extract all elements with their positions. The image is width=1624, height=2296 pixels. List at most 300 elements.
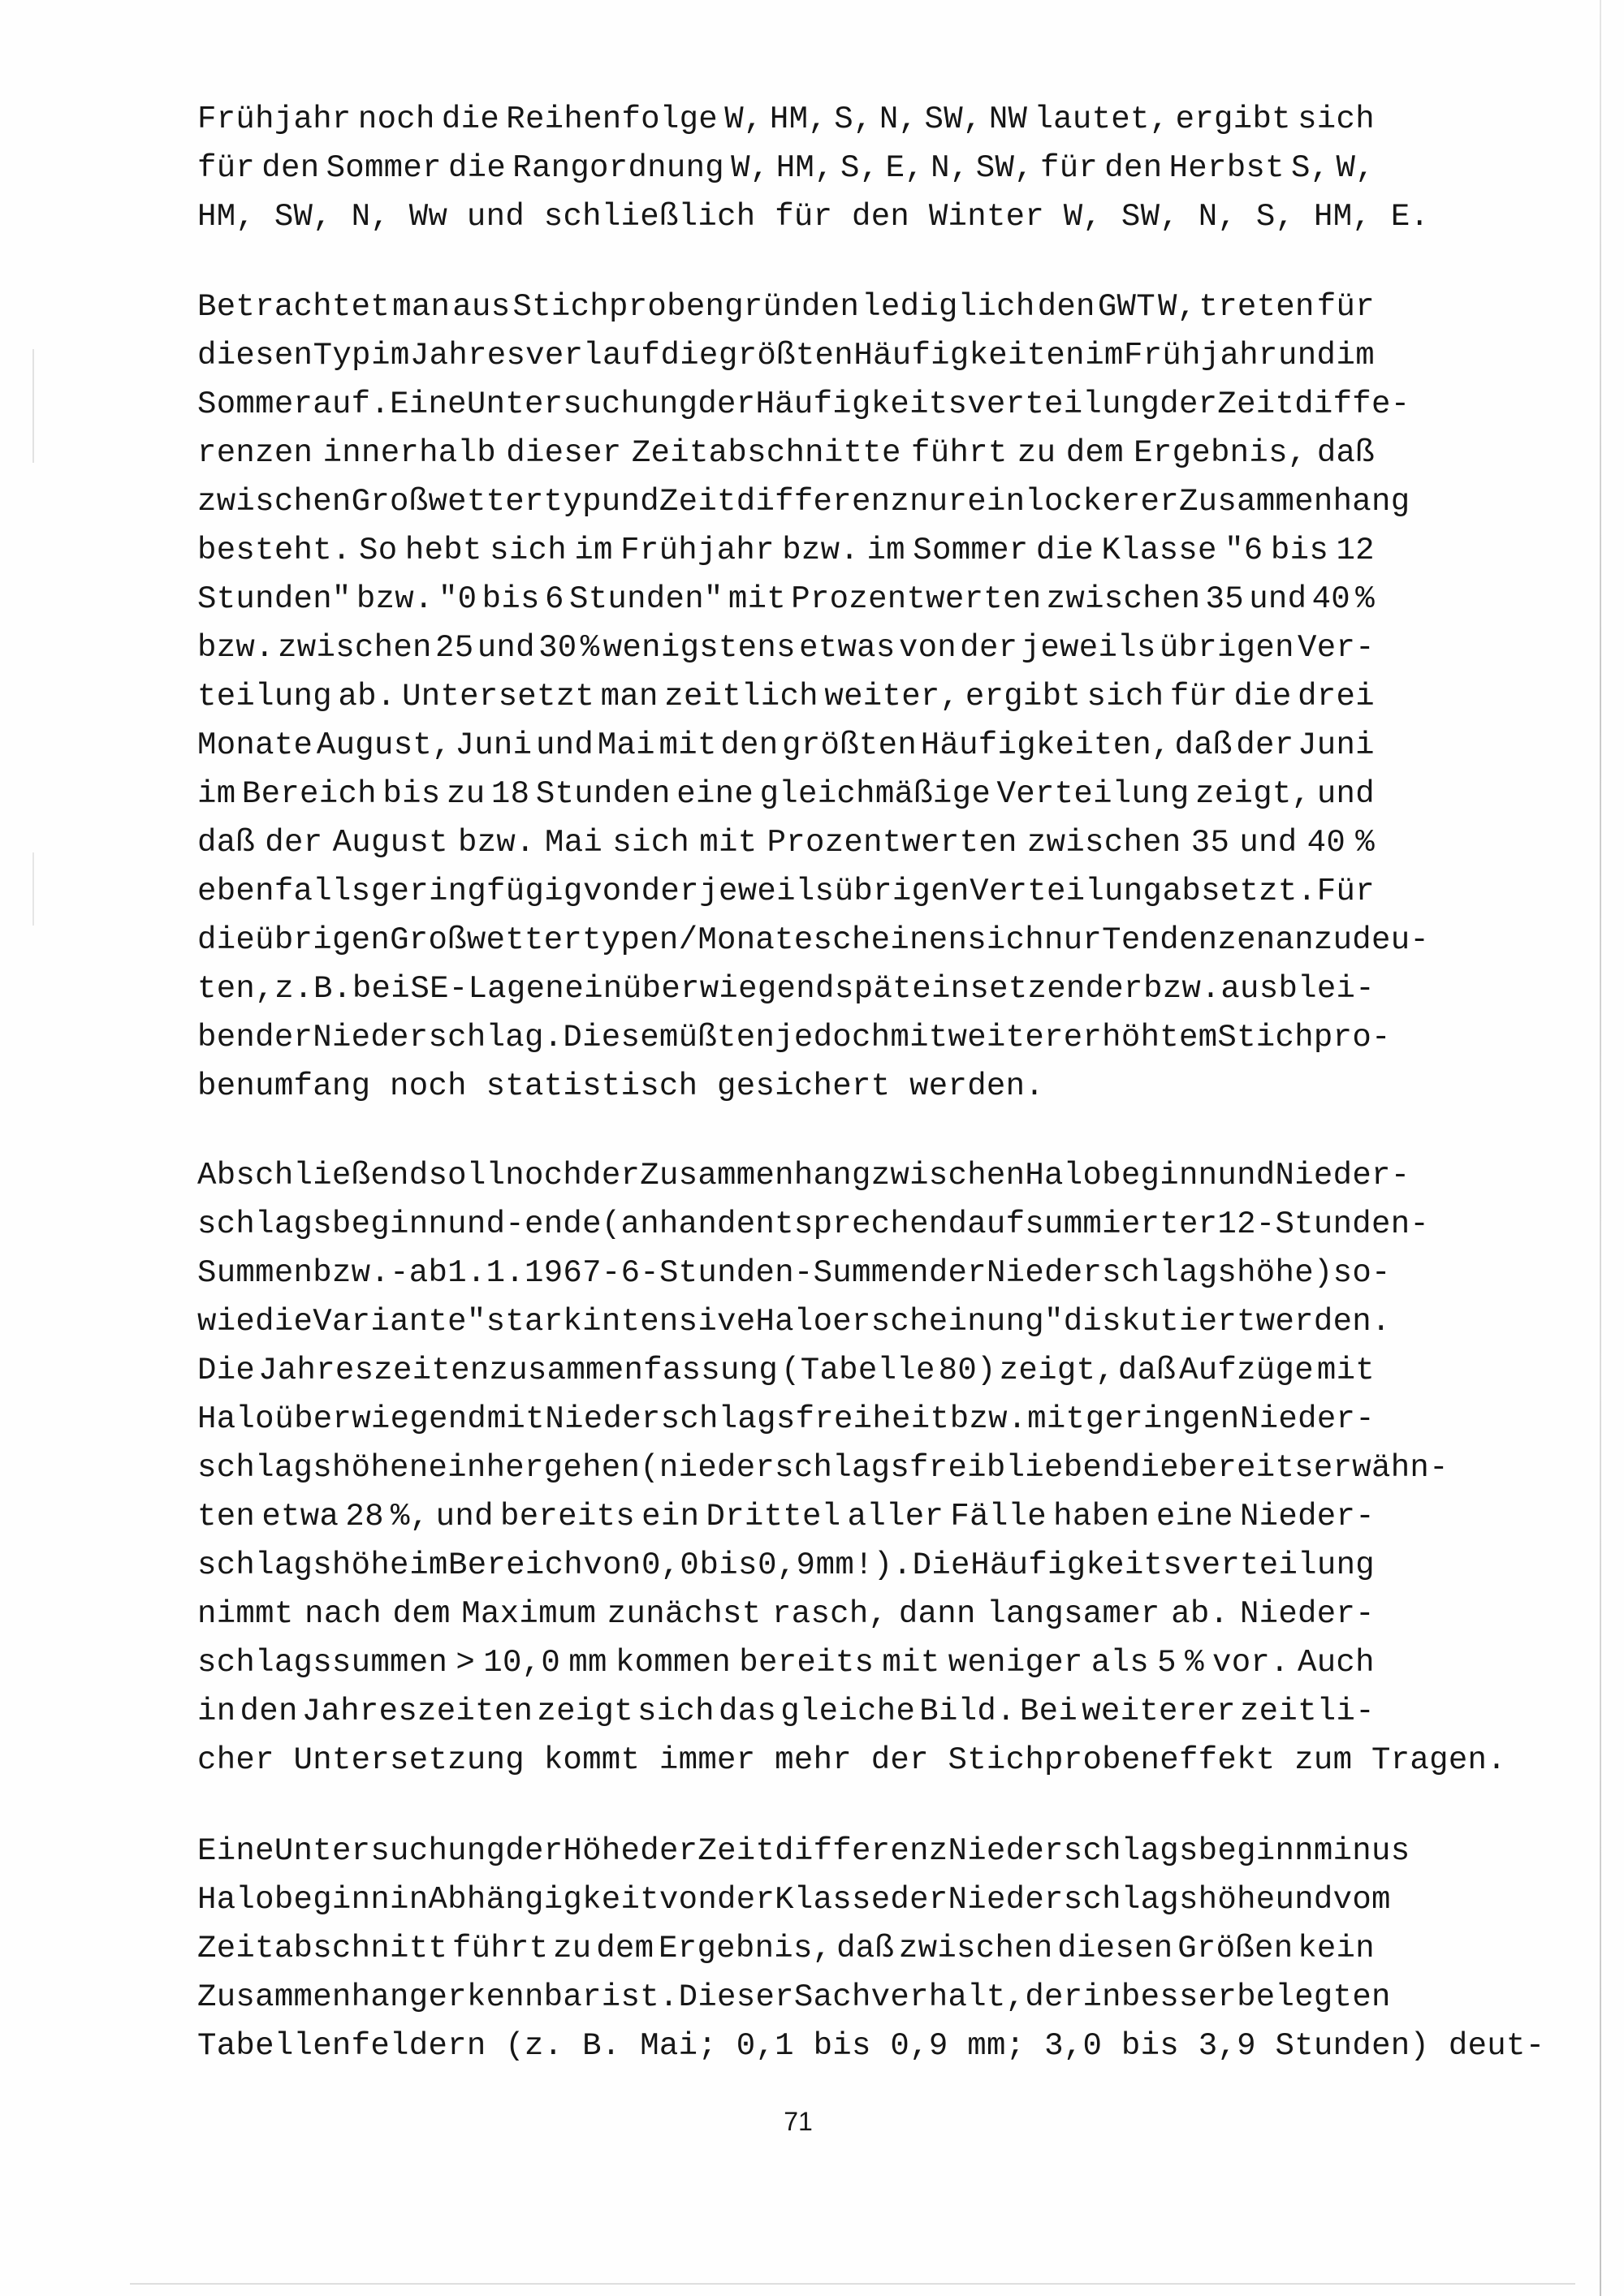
word: für bbox=[197, 150, 256, 186]
word: zu bbox=[446, 776, 486, 812]
word: für bbox=[1316, 289, 1375, 325]
text-line bbox=[197, 1395, 1375, 1444]
word: So bbox=[359, 533, 398, 568]
word: Jahreszeiten bbox=[301, 1694, 533, 1729]
word: vor. bbox=[1212, 1645, 1289, 1681]
text-line bbox=[197, 1736, 1506, 1785]
word: 30 bbox=[538, 630, 577, 666]
word: überwiegend bbox=[622, 971, 835, 1007]
word: bzw. bbox=[458, 825, 535, 861]
word: den bbox=[720, 727, 779, 763]
word: minus bbox=[1313, 1833, 1410, 1869]
word: Mai bbox=[597, 727, 655, 763]
word: aus bbox=[452, 289, 511, 325]
word: dieser bbox=[506, 435, 622, 471]
text-line bbox=[197, 1444, 1449, 1492]
word: erwähn- bbox=[1313, 1450, 1449, 1486]
word: zwischen bbox=[1046, 581, 1201, 617]
word: statistisch bbox=[486, 1068, 718, 1104]
text-line bbox=[197, 721, 1375, 770]
word: aller bbox=[847, 1499, 944, 1534]
word: langsamer bbox=[987, 1596, 1160, 1632]
word: zu bbox=[1017, 435, 1056, 471]
word: sich bbox=[612, 825, 690, 861]
word: und bbox=[1217, 1158, 1276, 1193]
word: S, bbox=[840, 150, 879, 186]
text-line bbox=[197, 477, 1410, 526]
word: -ende bbox=[505, 1206, 602, 1242]
word: Rangordnung bbox=[512, 150, 724, 186]
word: > bbox=[456, 1645, 476, 1681]
word: HM, bbox=[769, 101, 827, 137]
word: Für bbox=[1316, 874, 1375, 909]
word: ein bbox=[564, 971, 623, 1007]
word: bereits bbox=[739, 1645, 875, 1681]
word: einsetzender bbox=[912, 971, 1143, 1007]
word: Untersuchung bbox=[466, 386, 698, 422]
word: Zeitabschnitt bbox=[197, 1931, 448, 1966]
word: in bbox=[1082, 1979, 1121, 2015]
word: bender bbox=[197, 1020, 313, 1055]
word: Abschließend bbox=[197, 1158, 429, 1193]
word: jeweils bbox=[699, 874, 835, 909]
word: Reihenfolge bbox=[506, 101, 718, 137]
word: daß bbox=[836, 1931, 895, 1966]
word: W, bbox=[1063, 199, 1121, 235]
text-line bbox=[197, 1346, 1375, 1395]
word: NW bbox=[988, 101, 1028, 137]
text-line bbox=[197, 770, 1375, 818]
word: übrigen bbox=[255, 922, 391, 958]
word: deut- bbox=[1448, 2028, 1545, 2064]
word: als bbox=[1091, 1645, 1149, 1681]
word: Typ bbox=[313, 338, 371, 373]
word: entsprechend bbox=[736, 1206, 968, 1242]
word: bzw. bbox=[1143, 971, 1220, 1007]
word: sich bbox=[490, 533, 567, 568]
scan-edge-right bbox=[1600, 0, 1601, 2296]
word: anzudeu- bbox=[1275, 922, 1430, 958]
word: 40 bbox=[1307, 825, 1346, 861]
text-line bbox=[197, 1638, 1375, 1687]
word: z. bbox=[274, 971, 313, 1007]
word: zeigt, bbox=[1195, 776, 1311, 812]
text-line bbox=[197, 624, 1375, 672]
word: eine bbox=[676, 776, 754, 812]
word: mehr bbox=[775, 1742, 871, 1778]
word: Winter bbox=[928, 199, 1064, 235]
word: der bbox=[870, 1742, 948, 1778]
word: HM, bbox=[775, 150, 834, 186]
word: das bbox=[718, 1694, 777, 1729]
word: der bbox=[1025, 1979, 1083, 2015]
word: wie bbox=[197, 1304, 256, 1340]
word: 0,0 bbox=[641, 1547, 700, 1583]
word: jeweils bbox=[1021, 630, 1156, 666]
word: Halobeginn bbox=[1025, 1158, 1218, 1193]
word: übrigen bbox=[1159, 630, 1294, 666]
word: die bbox=[1121, 1450, 1179, 1486]
word: Großwettertypen/Monate bbox=[390, 922, 814, 958]
word: die bbox=[441, 101, 500, 137]
word: gleichmäßige bbox=[759, 776, 991, 812]
word: im bbox=[409, 1547, 448, 1583]
word: man bbox=[392, 289, 451, 325]
word: Herbst bbox=[1168, 150, 1285, 186]
word: und bbox=[1239, 825, 1298, 861]
word: zwischen bbox=[278, 630, 432, 666]
word: mit bbox=[890, 1020, 948, 1055]
word: Nieder- bbox=[1240, 1401, 1375, 1437]
word: S, bbox=[1290, 150, 1330, 186]
word: ergibt bbox=[965, 679, 1082, 714]
text-line bbox=[197, 965, 1375, 1013]
word: weiter, bbox=[824, 679, 960, 714]
word: drei bbox=[1298, 679, 1375, 714]
word: Summen bbox=[197, 1255, 313, 1291]
word: Niederschlagshöhe bbox=[948, 1882, 1276, 1918]
word: Zeitdifferenz bbox=[698, 1833, 948, 1869]
word: mit bbox=[699, 825, 758, 861]
word: eine bbox=[1155, 1499, 1233, 1534]
word: SW, bbox=[924, 101, 983, 137]
word: größten bbox=[782, 727, 918, 763]
word: % bbox=[1355, 581, 1375, 617]
word: absetzt. bbox=[1162, 874, 1317, 909]
word: zwischen bbox=[197, 484, 352, 520]
word: SW, bbox=[274, 199, 352, 235]
scan-edge-left-mark bbox=[32, 852, 34, 926]
word: 3,0 bbox=[1044, 2028, 1121, 2064]
scan-edge-bottom bbox=[130, 2283, 1575, 2285]
word: treten bbox=[1199, 289, 1315, 325]
word: 6 bbox=[545, 581, 564, 617]
word: S, bbox=[834, 101, 873, 137]
word: dem bbox=[1065, 435, 1124, 471]
word: E. bbox=[1390, 199, 1430, 235]
word: auf. bbox=[313, 386, 391, 422]
word: SW, bbox=[975, 150, 1034, 186]
word: nimmt bbox=[197, 1596, 294, 1632]
word: den bbox=[261, 150, 320, 186]
word: Häufigkeitsverteilung bbox=[755, 386, 1160, 422]
word: kommt bbox=[543, 1742, 659, 1778]
word: Sommer bbox=[913, 533, 1029, 568]
word: sich bbox=[967, 922, 1045, 958]
word: die bbox=[660, 338, 719, 373]
word: Maximum bbox=[461, 1596, 597, 1632]
word: nach bbox=[304, 1596, 382, 1632]
word: 12-Stunden- bbox=[1217, 1206, 1430, 1242]
word: Ver- bbox=[1298, 630, 1375, 666]
text-line bbox=[197, 95, 1375, 144]
word: für bbox=[1169, 679, 1228, 714]
word: mit bbox=[1316, 1353, 1375, 1388]
word: Abhängigkeit bbox=[428, 1882, 659, 1918]
word: bis bbox=[482, 581, 540, 617]
word: bis bbox=[813, 2028, 891, 2064]
word: der bbox=[1160, 386, 1218, 422]
word: der bbox=[640, 1833, 698, 1869]
text-line bbox=[197, 867, 1375, 916]
word: 28 bbox=[345, 1499, 384, 1534]
word: bis bbox=[699, 1547, 758, 1583]
text-line bbox=[197, 1062, 1375, 1111]
word: 1.1.1967 bbox=[447, 1255, 602, 1291]
word: 35 bbox=[1205, 581, 1244, 617]
word: und bbox=[447, 1206, 506, 1242]
word: im bbox=[574, 533, 613, 568]
text-line bbox=[197, 2022, 1545, 2070]
word: größten bbox=[719, 338, 853, 373]
word: der bbox=[960, 630, 1018, 666]
word: S, bbox=[1255, 199, 1314, 235]
word: im bbox=[1336, 338, 1375, 373]
word: Frühjahr bbox=[620, 533, 775, 568]
word: Zusammenhang bbox=[640, 1158, 871, 1193]
word: den bbox=[240, 1694, 298, 1729]
word: Die bbox=[912, 1547, 970, 1583]
word: Zusammenhang bbox=[1178, 484, 1410, 520]
word: besteht. bbox=[197, 533, 352, 568]
word: (Tabelle bbox=[781, 1353, 935, 1388]
word: Diese bbox=[563, 1020, 659, 1055]
word: mit bbox=[882, 1645, 940, 1681]
word: nur bbox=[1044, 922, 1103, 958]
word: im bbox=[197, 776, 236, 812]
text-line bbox=[197, 1687, 1375, 1736]
word: und bbox=[466, 199, 544, 235]
word: Sommer bbox=[197, 386, 313, 422]
word: Häufigkeiten, bbox=[920, 727, 1171, 763]
word: zwischen bbox=[898, 1931, 1053, 1966]
word: dem bbox=[596, 1931, 654, 1966]
word: geringen bbox=[1085, 1401, 1240, 1437]
text-line bbox=[197, 331, 1375, 380]
word: 0,1 bbox=[736, 2028, 814, 2064]
word: die bbox=[447, 150, 507, 186]
word: cher bbox=[197, 1742, 294, 1778]
paragraph-3 bbox=[197, 1151, 1506, 1785]
word: Höhe bbox=[563, 1833, 641, 1869]
word: Häufigkeiten bbox=[853, 338, 1085, 373]
word: mit bbox=[486, 1401, 545, 1437]
text-line bbox=[197, 283, 1375, 331]
word: im bbox=[1085, 338, 1124, 373]
scan-edge-left-mark bbox=[32, 349, 34, 463]
word: Niederschlag. bbox=[313, 1020, 564, 1055]
word: Variante bbox=[313, 1304, 467, 1340]
word: und bbox=[535, 727, 594, 763]
word: Zeitdiffe- bbox=[1217, 386, 1410, 422]
text-line bbox=[197, 916, 1430, 965]
word: der bbox=[265, 825, 323, 861]
word: Die bbox=[197, 1353, 256, 1388]
word: August bbox=[332, 825, 448, 861]
word: "6 bbox=[1224, 533, 1263, 568]
text-line bbox=[197, 1249, 1391, 1297]
word: ten, bbox=[197, 971, 274, 1007]
word: etwa bbox=[261, 1499, 339, 1534]
word: Zeitdifferenz bbox=[659, 484, 910, 520]
word: bzw. bbox=[197, 630, 274, 666]
word: ist. bbox=[601, 1979, 679, 2015]
word: Frühjahr bbox=[197, 101, 352, 137]
word: Jahreszeitenzusammenfassung bbox=[258, 1353, 779, 1388]
word: diesen bbox=[197, 338, 313, 373]
word: daß bbox=[197, 825, 256, 861]
word: ein bbox=[641, 1499, 700, 1534]
word: schlagssummen bbox=[197, 1645, 448, 1681]
word: Drittel bbox=[706, 1499, 841, 1534]
word: Ergebnis, bbox=[1134, 435, 1307, 471]
word: Sachverhalt, bbox=[793, 1979, 1026, 2015]
word: - bbox=[601, 1255, 621, 1291]
word: Sommer bbox=[326, 150, 442, 186]
word: lockerer bbox=[1025, 484, 1179, 520]
word: Jahresverlauf bbox=[409, 338, 661, 373]
text-line bbox=[197, 1541, 1375, 1590]
word: Stichpro- bbox=[1217, 1020, 1391, 1055]
word: belegten bbox=[1237, 1979, 1391, 2015]
word: - bbox=[390, 1255, 409, 1291]
word: spät bbox=[835, 971, 912, 1007]
word: gesichert bbox=[717, 1068, 910, 1104]
word: 80) bbox=[938, 1353, 996, 1388]
word: lautet, bbox=[1034, 101, 1169, 137]
word: SW, bbox=[1121, 199, 1199, 235]
word: bzw. bbox=[356, 581, 434, 617]
page-number: 71 bbox=[784, 2107, 813, 2136]
word: Frühjahr bbox=[1124, 338, 1278, 373]
word: schlagshöhe bbox=[197, 1547, 409, 1583]
word: der bbox=[1236, 727, 1294, 763]
word: bis bbox=[1121, 2028, 1199, 2064]
word: rasch, bbox=[772, 1596, 888, 1632]
word: 40 bbox=[1311, 581, 1351, 617]
word: % bbox=[580, 630, 600, 666]
word: Eine bbox=[197, 1833, 274, 1869]
word: bzw. bbox=[782, 533, 860, 568]
word: (anhand bbox=[601, 1206, 736, 1242]
word: August, bbox=[316, 727, 451, 763]
word: teilung bbox=[197, 679, 332, 714]
word: der bbox=[698, 386, 756, 422]
word: E, bbox=[885, 150, 924, 186]
word: jedoch bbox=[775, 1020, 891, 1055]
word: %, bbox=[391, 1499, 430, 1534]
word: und bbox=[1278, 338, 1337, 373]
word: immer bbox=[659, 1742, 775, 1778]
word: weniger bbox=[948, 1645, 1083, 1681]
word: 6-Stunden-Summen bbox=[620, 1255, 929, 1291]
word: benumfang bbox=[197, 1068, 391, 1104]
word: Ww bbox=[408, 199, 467, 235]
paragraph-2 bbox=[197, 283, 1430, 1111]
word: haben bbox=[1053, 1499, 1150, 1534]
word: man bbox=[600, 679, 659, 714]
word: Stunden" bbox=[568, 581, 723, 617]
word: 0,9 bbox=[890, 2028, 968, 2064]
word: zeitlich bbox=[664, 679, 818, 714]
word: Niederschlagsfreiheit bbox=[545, 1401, 950, 1437]
word: Nieder- bbox=[1275, 1158, 1410, 1193]
word: der bbox=[928, 1255, 987, 1291]
word: % bbox=[1185, 1645, 1204, 1681]
word: 5 bbox=[1157, 1645, 1177, 1681]
paragraph-1 bbox=[197, 95, 1430, 241]
word: innerhalb bbox=[322, 435, 496, 471]
word: Stichprobeneffekt bbox=[948, 1742, 1295, 1778]
word: den bbox=[852, 199, 929, 235]
word: im bbox=[866, 533, 905, 568]
word: Stunden) bbox=[1275, 2028, 1449, 2064]
text-line bbox=[197, 818, 1375, 867]
word: W, bbox=[731, 150, 770, 186]
text-line bbox=[197, 380, 1410, 429]
word: noch bbox=[505, 1158, 583, 1193]
word: führt bbox=[451, 1931, 549, 1966]
word: Betrachtet bbox=[197, 289, 391, 325]
word: noch bbox=[357, 101, 435, 137]
word: ausblei- bbox=[1220, 971, 1375, 1007]
word: schließlich bbox=[543, 199, 775, 235]
word: diesen bbox=[1057, 1931, 1173, 1966]
word: Stichprobengründen bbox=[512, 289, 860, 325]
word: von bbox=[583, 1547, 641, 1583]
word: 25 bbox=[435, 630, 474, 666]
text-line bbox=[197, 1297, 1391, 1346]
word: Eine bbox=[390, 386, 467, 422]
word: 0,9 bbox=[758, 1547, 816, 1583]
word: einhergehen bbox=[428, 1450, 641, 1486]
word: den bbox=[1104, 150, 1163, 186]
word: und bbox=[1249, 581, 1307, 617]
text-line bbox=[197, 192, 1430, 241]
word: blieben bbox=[986, 1450, 1121, 1486]
word: bzw. bbox=[949, 1401, 1027, 1437]
word: überwiegend bbox=[274, 1401, 487, 1437]
word: N, bbox=[351, 199, 409, 235]
word: der bbox=[717, 1882, 775, 1918]
word: mm; bbox=[967, 2028, 1045, 2064]
word: vom bbox=[1332, 1882, 1391, 1918]
word: "0 bbox=[438, 581, 477, 617]
word: und bbox=[601, 484, 659, 520]
word: Dieser bbox=[678, 1979, 794, 2015]
word: Nieder- bbox=[1239, 1499, 1375, 1534]
word: Ergebnis, bbox=[659, 1931, 832, 1966]
text-line bbox=[197, 1013, 1391, 1062]
word: im bbox=[371, 338, 410, 373]
word: Prozentwerten bbox=[767, 825, 1017, 861]
word: Klasse bbox=[775, 1882, 891, 1918]
word: N, bbox=[931, 150, 970, 186]
word: ten bbox=[197, 1499, 256, 1534]
word: kommen bbox=[615, 1645, 732, 1681]
word: mm bbox=[568, 1645, 607, 1681]
word: (z. bbox=[505, 2028, 583, 2064]
word: Zusammenhang bbox=[197, 1979, 429, 2015]
word: zwischen bbox=[870, 1158, 1026, 1193]
word: von bbox=[659, 1882, 718, 1918]
word: Klasse bbox=[1101, 533, 1217, 568]
word: hebt bbox=[404, 533, 482, 568]
word: für bbox=[1040, 150, 1099, 186]
text-line bbox=[197, 1590, 1375, 1638]
word: mit bbox=[728, 581, 786, 617]
word: Niederschlagsbeginn bbox=[948, 1833, 1314, 1869]
